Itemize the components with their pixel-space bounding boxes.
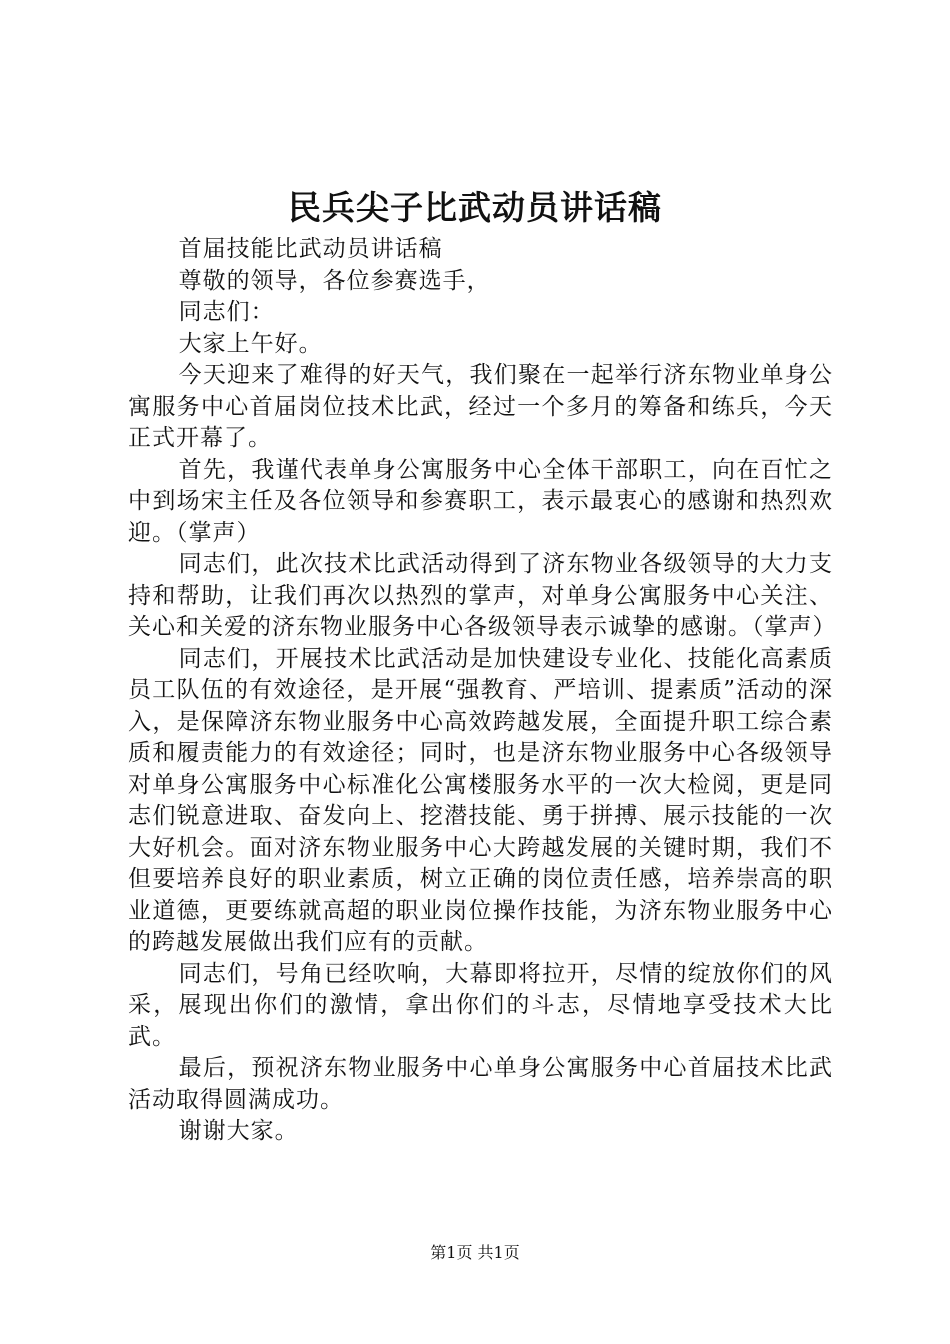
paragraph-closing-wish: 最后，预祝济东物业服务中心单身公寓服务中心首届技术比武活动取得圆满成功。 — [128, 1055, 833, 1113]
document-title: 民兵尖子比武动员讲话稿 — [288, 188, 662, 227]
page-number-footer: 第1页 共1页 — [430, 1243, 520, 1262]
paragraph-significance: 同志们，开展技术比武活动是加快建设专业化、技能化高素质员工队伍的有效途径，是开展“强教育、严培训、提素质”活动的深入，是保障济东物业服务中心高效跨越发展，全面提升职工综合素质和履责能力的有效途径；同时，也是济东物业服务中心各级领导对单身公寓服务中心标准化公寓楼服务水平的一次大检阅，更是同志们锐意进取、奋发向上、挖潜技能、勇于拼搏、展示技能的一次大好机会。面对济东物业服务中心大跨越发展的关键时期，我们不但要培养良好的职业素质，树立正确的岗位责任感，培养崇高的职业道德，更要练就高超的职业岗位操作技能，为济东物业服务中心的跨越发展做出我们应有的贡献。 — [128, 645, 833, 955]
document-body — [128, 234, 837, 1148]
paragraph-encouragement: 同志们，号角已经吹响，大幕即将拉开，尽情的绽放你们的风采，展现出你们的激情，拿出你们的斗志，尽情地享受技术大比武。 — [128, 960, 833, 1050]
paragraph-opening: 今天迎来了难得的好天气，我们聚在一起举行济东物业单身公寓服务中心首届岗位技术比武，经过一个多月的筹备和练兵，今天正式开幕了。 — [128, 362, 833, 451]
paragraph-thanks: 同志们，此次技术比武活动得到了济东物业各级领导的大力支持和帮助，让我们再次以热烈的掌声，对单身公寓服务中心关注、关心和关爱的济东物业服务中心各级领导表示诚挚的感谢。（掌声） — [128, 551, 837, 640]
paragraph-address: 同志们： — [178, 299, 275, 325]
paragraph-thank-you: 谢谢大家。 — [178, 1118, 299, 1144]
paragraph-greeting: 大家上午好。 — [178, 330, 323, 357]
paragraph-welcome: 首先，我谨代表单身公寓服务中心全体干部职工，向在百忙之中到场宋主任及各位领导和参赛职工，表示最衷心的感谢和热烈欢迎。（掌声） — [128, 456, 833, 546]
paragraph-salutation: 尊敬的领导，各位参赛选手， — [178, 267, 491, 294]
paragraph-subtitle: 首届技能比武动员讲话稿 — [178, 236, 443, 262]
